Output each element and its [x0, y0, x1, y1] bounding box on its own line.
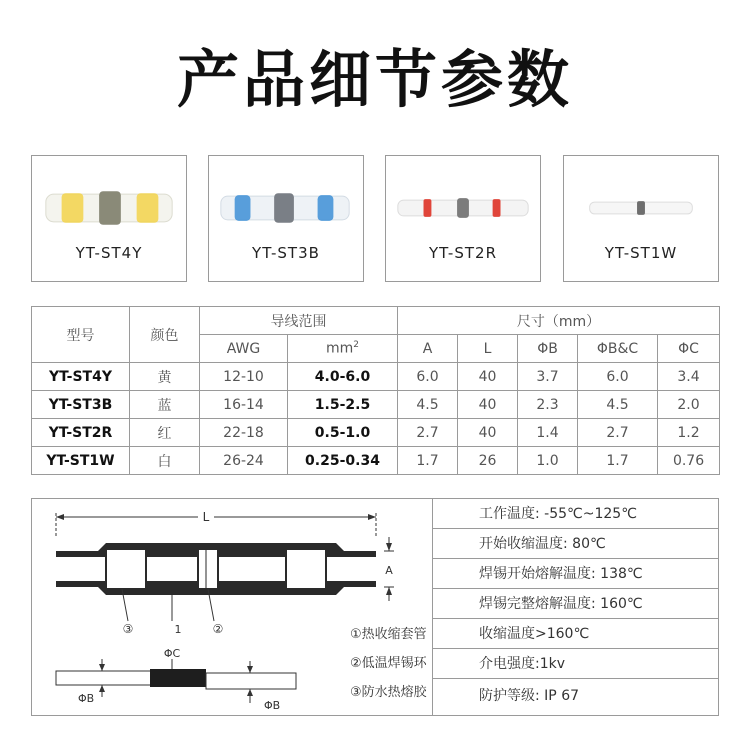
header-a: A — [398, 335, 458, 363]
properties-panel — [433, 498, 719, 716]
header-phib: ΦB — [518, 335, 578, 363]
cell-color: 蓝 — [130, 391, 200, 419]
connector-image — [209, 174, 363, 242]
cell-a: 6.0 — [398, 363, 458, 391]
cell-awg: 16-14 — [200, 391, 288, 419]
cell-a: 2.7 — [398, 419, 458, 447]
cell-phibc: 2.7 — [578, 419, 658, 447]
phic-label: ΦC — [163, 647, 181, 660]
spec-table — [31, 306, 720, 475]
property-row: 防护等级: IP 67 — [479, 688, 580, 704]
callout-2: ② — [212, 622, 224, 636]
cell-l: 40 — [458, 391, 518, 419]
cell-mm2: 0.25-0.34 — [288, 447, 398, 475]
cell-phib: 2.3 — [518, 391, 578, 419]
property-row: 焊锡完整熔解温度: 160℃ — [433, 589, 718, 619]
table-row — [32, 419, 720, 447]
dim-l-label: L — [202, 510, 210, 524]
connector-image — [32, 174, 186, 242]
cell-phic: 3.4 — [658, 363, 720, 391]
header-size: 尺寸（mm） — [398, 307, 720, 335]
product-card-st1w — [563, 155, 719, 282]
product-card-st3b — [208, 155, 364, 282]
header-phic: ΦC — [658, 335, 720, 363]
header-l: L — [458, 335, 518, 363]
property-row: 焊锡开始熔解温度: 138℃ — [433, 559, 718, 589]
cell-model: YT-ST2R — [32, 419, 130, 447]
cell-model: YT-ST1W — [32, 447, 130, 475]
connector-image — [386, 174, 540, 242]
cell-l: 40 — [458, 419, 518, 447]
header-phibc: ΦB&C — [578, 335, 658, 363]
cell-phic: 2.0 — [658, 391, 720, 419]
header-model: 型号 — [32, 307, 130, 363]
phib-left-label: ΦB — [78, 692, 95, 705]
cell-color: 黄 — [130, 363, 200, 391]
cell-color: 白 — [130, 447, 200, 475]
table-row — [32, 447, 720, 475]
connector-image — [564, 174, 718, 242]
cell-phibc: 4.5 — [578, 391, 658, 419]
dim-a-label: A — [385, 564, 393, 577]
cell-awg: 12-10 — [200, 363, 288, 391]
cell-mm2: 1.5-2.5 — [288, 391, 398, 419]
cell-mm2: 0.5-1.0 — [288, 419, 398, 447]
product-card-st4y — [31, 155, 187, 282]
cell-awg: 26-24 — [200, 447, 288, 475]
property-row: 开始收缩温度: 80℃ — [433, 529, 718, 559]
callout-1: 1 — [174, 623, 182, 636]
property-row: 收缩温度>160℃ — [433, 619, 718, 649]
legend-item: ②低温焊锡环 — [350, 656, 427, 671]
property-row: 介电强度:1kv — [433, 649, 718, 679]
cell-phib: 1.4 — [518, 419, 578, 447]
product-label: YT-ST1W — [604, 244, 678, 262]
product-label: YT-ST4Y — [75, 244, 143, 262]
callout-3: ③ — [122, 622, 134, 636]
cell-color: 红 — [130, 419, 200, 447]
cell-a: 1.7 — [398, 447, 458, 475]
cell-awg: 22-18 — [200, 419, 288, 447]
cell-l: 26 — [458, 447, 518, 475]
cell-phib: 1.0 — [518, 447, 578, 475]
table-row — [32, 363, 720, 391]
property-row: 工作温度: -55℃~125℃ — [433, 499, 718, 529]
product-card-st2r — [385, 155, 541, 282]
cell-phibc: 6.0 — [578, 363, 658, 391]
header-wire-range: 导线范围 — [200, 307, 398, 335]
cell-l: 40 — [458, 363, 518, 391]
header-mm2: $mm^2$ — [288, 335, 398, 363]
cell-model: YT-ST4Y — [32, 363, 130, 391]
table-row — [32, 391, 720, 419]
phib-right-label: ΦB — [264, 699, 281, 712]
legend-item: ①热收缩套管 — [350, 627, 427, 642]
header-awg: AWG — [200, 335, 288, 363]
page-title: 产品细节参数 — [176, 43, 573, 116]
cell-model: YT-ST3B — [32, 391, 130, 419]
cell-phic: 0.76 — [658, 447, 720, 475]
cell-a: 4.5 — [398, 391, 458, 419]
legend-item: ③防水热熔胶 — [350, 685, 427, 700]
cell-phic: 1.2 — [658, 419, 720, 447]
cell-phibc: 1.7 — [578, 447, 658, 475]
product-label: YT-ST3B — [252, 244, 320, 262]
header-color: 颜色 — [130, 307, 200, 363]
cell-phib: 3.7 — [518, 363, 578, 391]
cell-mm2: 4.0-6.0 — [288, 363, 398, 391]
product-label: YT-ST2R — [428, 244, 497, 262]
diagram-panel — [31, 498, 433, 716]
